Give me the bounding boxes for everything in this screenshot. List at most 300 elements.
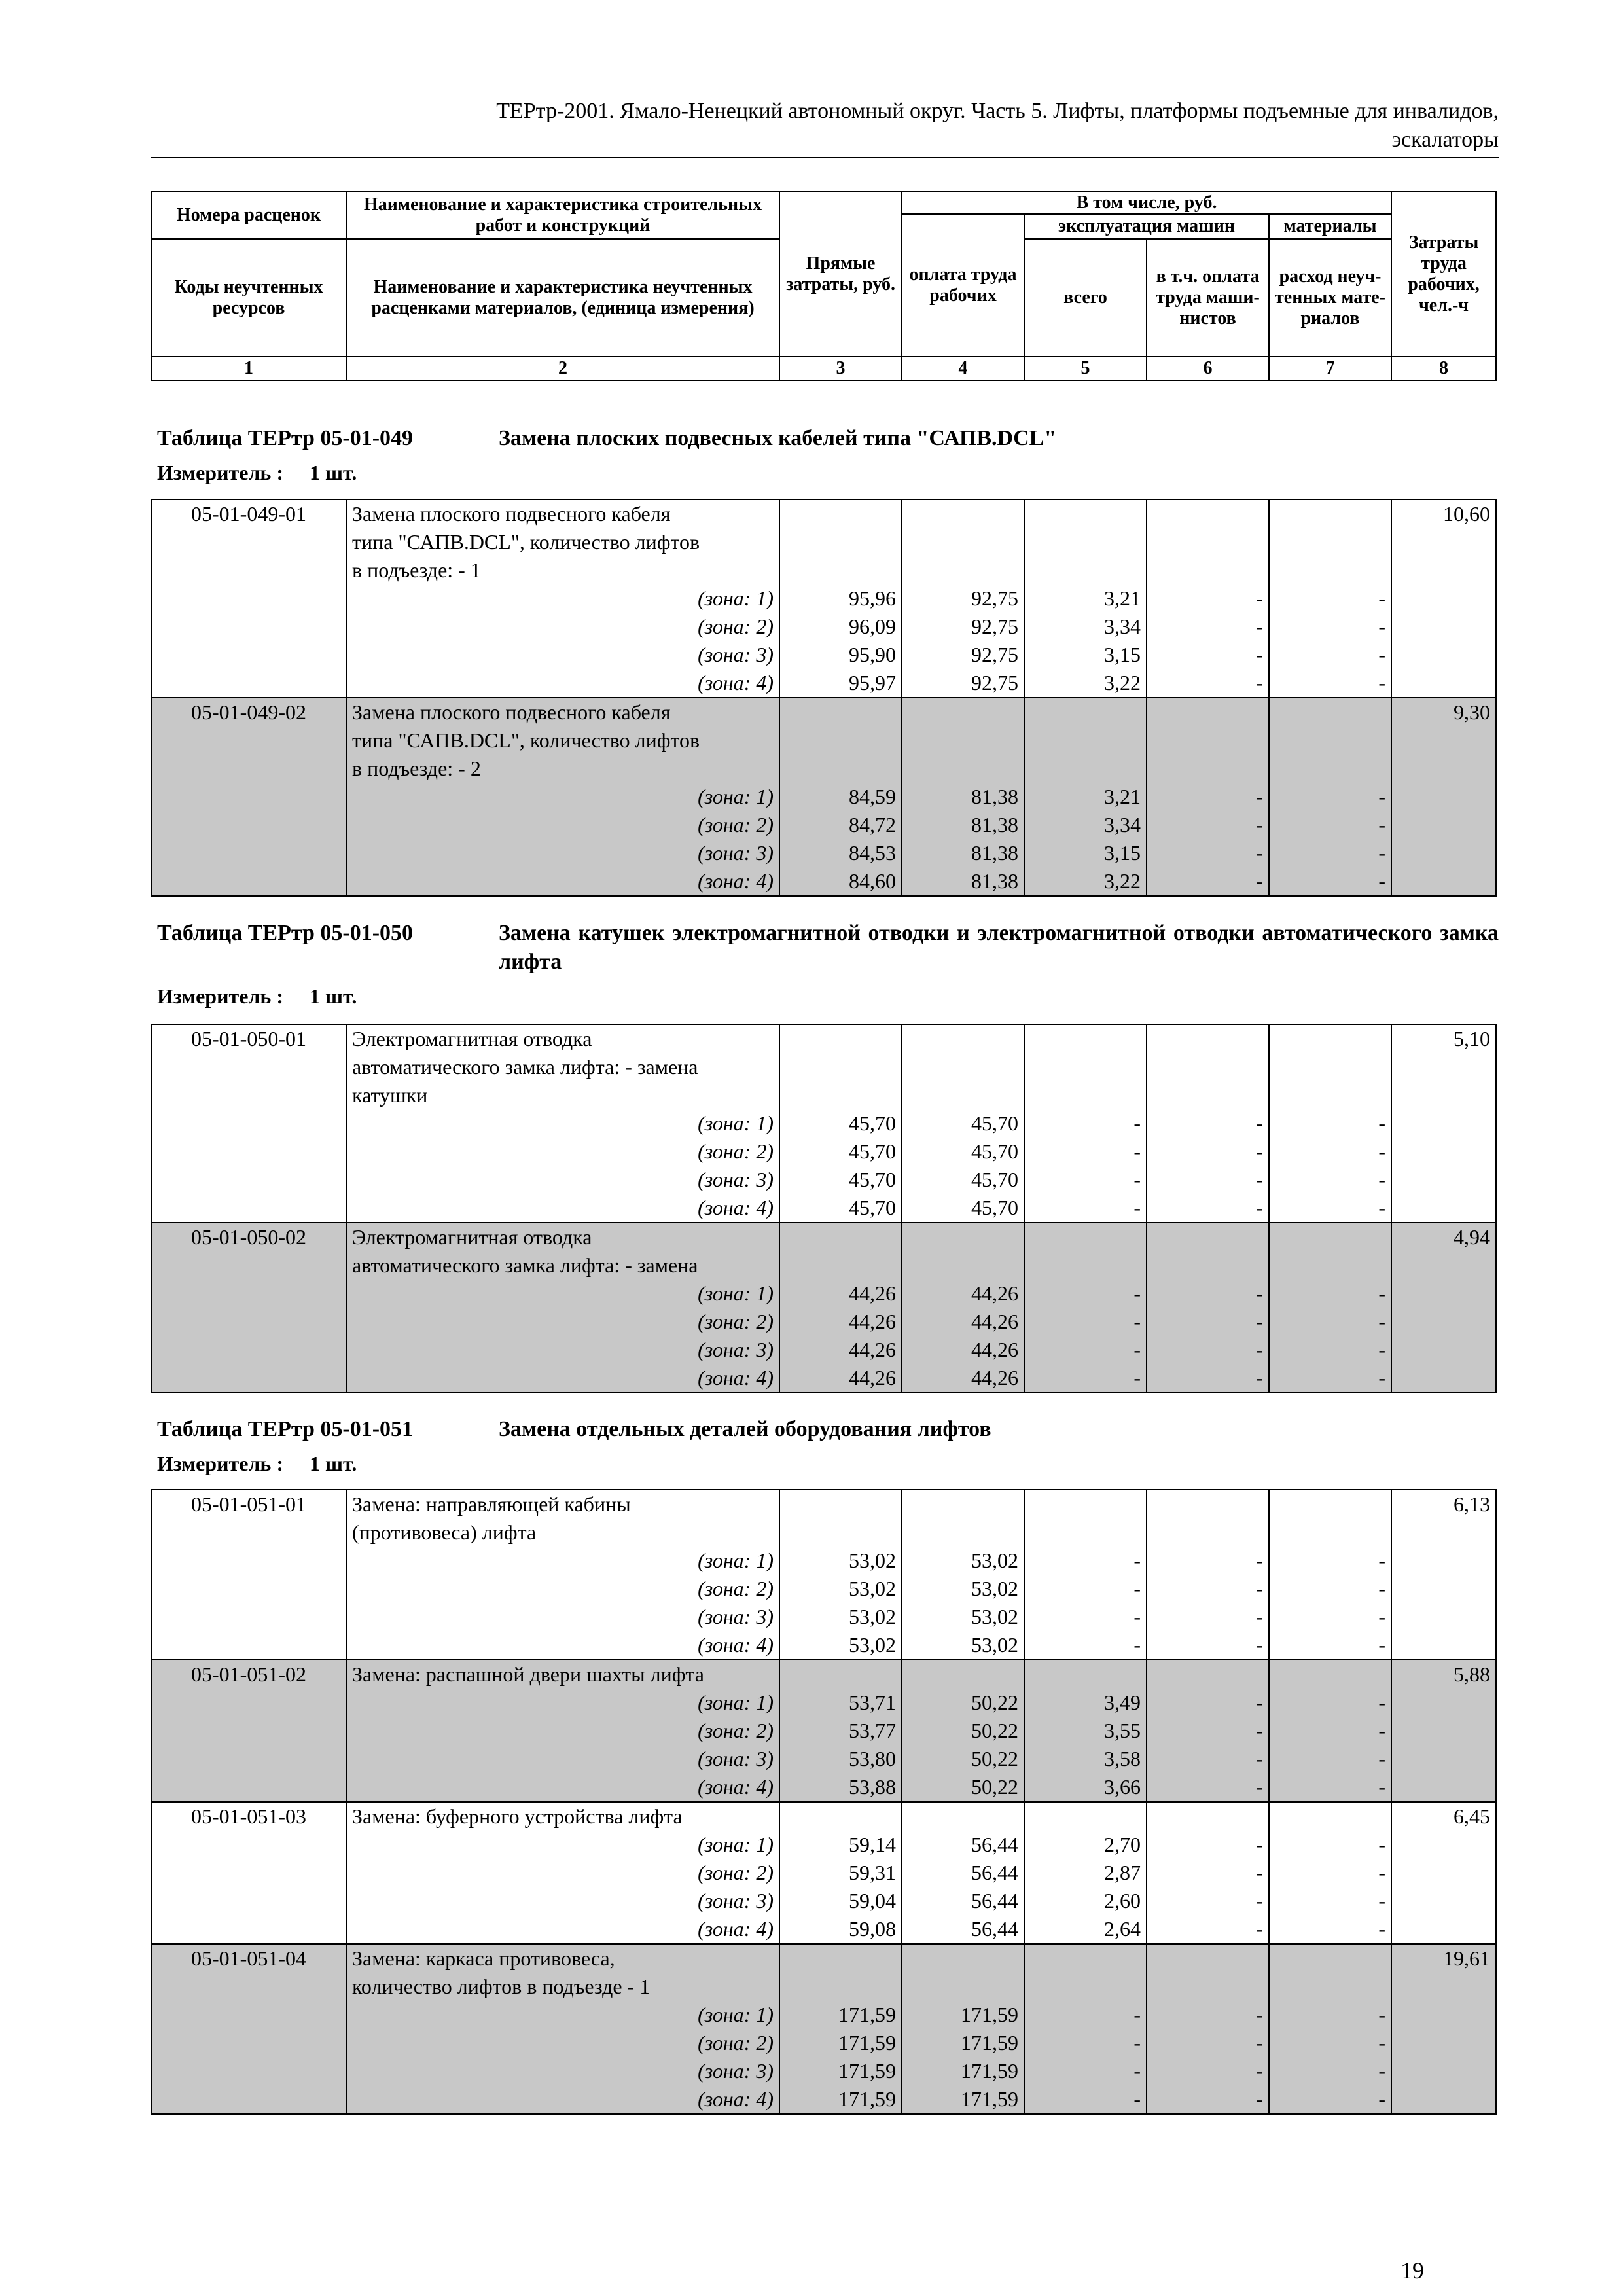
empty-cell (1147, 1053, 1269, 1081)
rate-code (151, 1859, 346, 1887)
labor-value (1391, 1364, 1496, 1393)
direct-costs-value: 84,59 (779, 783, 902, 811)
empty-cell (1147, 1490, 1269, 1518)
machinist-wages-value: - (1147, 1166, 1269, 1194)
empty-cell (902, 1490, 1024, 1518)
table-row (151, 1745, 1496, 1773)
rate-description: Электромагнитная отводка (346, 1223, 779, 1251)
table-label: Таблица ТЕРтр 05-01-051 (157, 1417, 414, 1441)
empty-cell (1269, 698, 1391, 726)
table-row (151, 2085, 1496, 2114)
labor-value (1391, 811, 1496, 839)
zone-label: (зона: 4) (346, 2085, 779, 2114)
rate-code (151, 613, 346, 641)
table-row (151, 1166, 1496, 1194)
labor-value (1391, 1280, 1496, 1308)
empty-cell (902, 726, 1024, 755)
empty-cell (1024, 1053, 1147, 1081)
direct-costs-value: 59,31 (779, 1859, 902, 1887)
empty-cell (1269, 1024, 1391, 1053)
table-row (151, 1336, 1496, 1364)
rate-code: 05-01-051-01 (151, 1490, 346, 1518)
rate-code (151, 1831, 346, 1859)
col-including: В том числе, руб. (902, 192, 1391, 214)
zone-label: (зона: 2) (346, 1138, 779, 1166)
machinist-wages-value: - (1147, 811, 1269, 839)
labor-value: 10,60 (1391, 499, 1496, 528)
materials-value: - (1269, 867, 1391, 896)
table-row (151, 1280, 1496, 1308)
direct-costs-value: 171,59 (779, 2085, 902, 2114)
empty-cell (1269, 1660, 1391, 1689)
direct-costs-value: 84,72 (779, 811, 902, 839)
rate-code (151, 1336, 346, 1364)
wages-value: 56,44 (902, 1859, 1024, 1887)
wages-value: 81,38 (902, 783, 1024, 811)
empty-cell (779, 1944, 902, 1973)
zone-label: (зона: 2) (346, 1308, 779, 1336)
empty-cell (1024, 1973, 1147, 2001)
materials-value: - (1269, 1364, 1391, 1393)
machines-value: - (1024, 2029, 1147, 2057)
table-row (151, 1717, 1496, 1745)
empty-cell (1024, 1081, 1147, 1109)
rate-code (151, 755, 346, 783)
direct-costs-value: 59,14 (779, 1831, 902, 1859)
table-row (151, 1024, 1496, 1053)
col-number-3: 3 (779, 357, 902, 380)
direct-costs-value: 44,26 (779, 1336, 902, 1364)
empty-cell (1024, 528, 1147, 556)
empty-cell (779, 1490, 902, 1518)
labor-value: 9,30 (1391, 698, 1496, 726)
empty-cell (1147, 1518, 1269, 1547)
materials-value: - (1269, 1773, 1391, 1802)
empty-cell (902, 528, 1024, 556)
table-row (151, 1223, 1496, 1251)
table-row (151, 2001, 1496, 2029)
machinist-wages-value: - (1147, 1194, 1269, 1223)
rate-code: 05-01-051-02 (151, 1660, 346, 1689)
rate-description: количество лифтов в подъезде - 1 (346, 1973, 779, 2001)
zone-label: (зона: 4) (346, 1915, 779, 1944)
page-number: 19 (1400, 2257, 1424, 2284)
wages-value: 81,38 (902, 839, 1024, 867)
materials-value: - (1269, 2085, 1391, 2114)
wages-value: 50,22 (902, 1745, 1024, 1773)
empty-cell (1147, 1973, 1269, 2001)
rate-code (151, 1717, 346, 1745)
labor-value (1391, 584, 1496, 613)
labor-value (1391, 1053, 1496, 1081)
empty-cell (779, 1660, 902, 1689)
zone-label: (зона: 1) (346, 1689, 779, 1717)
labor-value (1391, 867, 1496, 896)
table-row (151, 1518, 1496, 1547)
empty-cell (1147, 1660, 1269, 1689)
machines-value: - (1024, 2001, 1147, 2029)
machines-value: 2,70 (1024, 1831, 1147, 1859)
machines-value: - (1024, 2085, 1147, 2114)
rate-code (151, 584, 346, 613)
rate-code: 05-01-049-01 (151, 499, 346, 528)
materials-value: - (1269, 613, 1391, 641)
empty-cell (1024, 698, 1147, 726)
machines-value: - (1024, 1547, 1147, 1575)
wages-value: 92,75 (902, 613, 1024, 641)
machines-value: - (1024, 1138, 1147, 1166)
col-resource-codes: Коды неучтенных ресурсов (151, 239, 346, 357)
empty-cell (779, 1802, 902, 1831)
table-row (151, 1944, 1496, 1973)
empty-cell (1024, 726, 1147, 755)
machinist-wages-value: - (1147, 1689, 1269, 1717)
machinist-wages-value: - (1147, 1547, 1269, 1575)
zone-label: (зона: 4) (346, 1631, 779, 1660)
table-row (151, 1194, 1496, 1223)
machinist-wages-value: - (1147, 867, 1269, 896)
machinist-wages-value: - (1147, 1773, 1269, 1802)
empty-cell (1024, 755, 1147, 783)
machines-value: - (1024, 1308, 1147, 1336)
table-row (151, 2057, 1496, 2085)
empty-cell (779, 726, 902, 755)
table-row (151, 669, 1496, 698)
machines-value: 2,64 (1024, 1915, 1147, 1944)
machines-value: 3,22 (1024, 669, 1147, 698)
zone-label: (зона: 3) (346, 1887, 779, 1915)
table-row (151, 1631, 1496, 1660)
empty-cell (1147, 755, 1269, 783)
wages-value: 44,26 (902, 1336, 1024, 1364)
rate-code (151, 1251, 346, 1280)
direct-costs-value: 53,02 (779, 1631, 902, 1660)
rate-code: 05-01-050-02 (151, 1223, 346, 1251)
empty-cell (1269, 528, 1391, 556)
col-machine-operation: эксплуатация машин (1024, 214, 1269, 239)
table-row (151, 499, 1496, 528)
machinist-wages-value: - (1147, 1745, 1269, 1773)
machinist-wages-value: - (1147, 1280, 1269, 1308)
machinist-wages-value: - (1147, 2085, 1269, 2114)
machines-value: - (1024, 1603, 1147, 1631)
empty-cell (1147, 726, 1269, 755)
table-row (151, 1859, 1496, 1887)
empty-cell (779, 1223, 902, 1251)
empty-cell (1147, 1802, 1269, 1831)
machinist-wages-value: - (1147, 1831, 1269, 1859)
rate-description: Замена плоского подвесного кабеля (346, 698, 779, 726)
labor-value (1391, 1973, 1496, 2001)
zone-label: (зона: 2) (346, 1859, 779, 1887)
materials-value: - (1269, 1915, 1391, 1944)
machines-value: 3,15 (1024, 839, 1147, 867)
table-row (151, 1081, 1496, 1109)
wages-value: 171,59 (902, 2057, 1024, 2085)
labor-value (1391, 1308, 1496, 1336)
direct-costs-value: 95,96 (779, 584, 902, 613)
wages-value: 50,22 (902, 1689, 1024, 1717)
table-row (151, 1575, 1496, 1603)
labor-value (1391, 1773, 1496, 1802)
table-row (151, 1973, 1496, 2001)
zone-label: (зона: 1) (346, 1547, 779, 1575)
labor-value (1391, 1518, 1496, 1547)
rate-code (151, 839, 346, 867)
empty-cell (902, 1944, 1024, 1973)
table-row (151, 698, 1496, 726)
direct-costs-value: 53,02 (779, 1547, 902, 1575)
table-row (151, 556, 1496, 584)
direct-costs-value: 84,60 (779, 867, 902, 896)
machines-value: - (1024, 1364, 1147, 1393)
col-number-8: 8 (1391, 357, 1496, 380)
rate-code (151, 2001, 346, 2029)
machinist-wages-value: - (1147, 1109, 1269, 1138)
empty-cell (902, 499, 1024, 528)
materials-value: - (1269, 1138, 1391, 1166)
labor-value (1391, 2085, 1496, 2114)
rate-description: Замена: распашной двери шахты лифта (346, 1660, 779, 1689)
empty-cell (902, 1024, 1024, 1053)
rate-description: автоматического замка лифта: - замена (346, 1251, 779, 1280)
materials-value: - (1269, 2029, 1391, 2057)
table-051-heading (157, 1415, 1499, 1478)
empty-cell (1147, 1081, 1269, 1109)
col-machines-total: всего (1024, 239, 1147, 357)
wages-value: 45,70 (902, 1109, 1024, 1138)
table-row (151, 641, 1496, 669)
machines-value: 2,87 (1024, 1859, 1147, 1887)
col-number-2: 2 (346, 357, 779, 380)
empty-cell (902, 1053, 1024, 1081)
table-row (151, 867, 1496, 896)
machinist-wages-value: - (1147, 1717, 1269, 1745)
rate-code (151, 1631, 346, 1660)
rate-code (151, 1773, 346, 1802)
direct-costs-value: 45,70 (779, 1166, 902, 1194)
column-header-table (151, 191, 1497, 381)
materials-value: - (1269, 641, 1391, 669)
machines-value: - (1024, 1280, 1147, 1308)
measure-value: 1 шт. (309, 461, 357, 484)
direct-costs-value: 53,80 (779, 1745, 902, 1773)
measure-label: Измеритель : (157, 461, 283, 484)
materials-value: - (1269, 1336, 1391, 1364)
machines-value: 3,15 (1024, 641, 1147, 669)
table-row (151, 1490, 1496, 1518)
direct-costs-value: 171,59 (779, 2057, 902, 2085)
machinist-wages-value: - (1147, 641, 1269, 669)
measure-label: Измеритель : (157, 1452, 283, 1475)
labor-value (1391, 1138, 1496, 1166)
rate-description: Замена: каркаса противовеса, (346, 1944, 779, 1973)
rate-code (151, 811, 346, 839)
wages-value: 45,70 (902, 1138, 1024, 1166)
table-row (151, 755, 1496, 783)
machinist-wages-value: - (1147, 1887, 1269, 1915)
direct-costs-value: 53,88 (779, 1773, 902, 1802)
rate-code: 05-01-051-04 (151, 1944, 346, 1973)
labor-value (1391, 669, 1496, 698)
zone-label: (зона: 2) (346, 1717, 779, 1745)
rate-description: Замена: направляющей кабины (346, 1490, 779, 1518)
materials-value: - (1269, 584, 1391, 613)
labor-value (1391, 783, 1496, 811)
zone-label: (зона: 4) (346, 1364, 779, 1393)
empty-cell (1147, 698, 1269, 726)
machinist-wages-value: - (1147, 1575, 1269, 1603)
rate-code: 05-01-050-01 (151, 1024, 346, 1053)
col-unaccounted-materials: расход неуч- тенных мате- риалов (1269, 239, 1391, 357)
materials-value: - (1269, 1745, 1391, 1773)
wages-value: 45,70 (902, 1166, 1024, 1194)
empty-cell (779, 556, 902, 584)
materials-value: - (1269, 1166, 1391, 1194)
labor-value (1391, 1915, 1496, 1944)
empty-cell (1147, 1944, 1269, 1973)
empty-cell (1024, 499, 1147, 528)
direct-costs-value: 171,59 (779, 2029, 902, 2057)
table-name: Замена отдельных деталей оборудования лифтов (499, 1417, 991, 1441)
labor-value (1391, 1689, 1496, 1717)
zone-label: (зона: 4) (346, 1773, 779, 1802)
materials-value: - (1269, 811, 1391, 839)
machines-value: 3,55 (1024, 1717, 1147, 1745)
machines-value: - (1024, 1336, 1147, 1364)
rate-code (151, 528, 346, 556)
col-rate-numbers: Номера расценок (151, 192, 346, 239)
machines-value: 3,34 (1024, 613, 1147, 641)
direct-costs-value: 44,26 (779, 1308, 902, 1336)
labor-value (1391, 726, 1496, 755)
direct-costs-value: 44,26 (779, 1364, 902, 1393)
zone-label: (зона: 3) (346, 1745, 779, 1773)
zone-label: (зона: 1) (346, 1831, 779, 1859)
empty-cell (902, 1518, 1024, 1547)
wages-value: 50,22 (902, 1773, 1024, 1802)
rate-code (151, 1915, 346, 1944)
labor-value (1391, 1194, 1496, 1223)
table-row (151, 1831, 1496, 1859)
machinist-wages-value: - (1147, 2001, 1269, 2029)
col-work-name: Наименование и характеристика строительных работ и конструкций (346, 192, 779, 239)
rate-description: в подъезде: - 2 (346, 755, 779, 783)
empty-cell (1024, 1660, 1147, 1689)
empty-cell (1269, 556, 1391, 584)
table-049-heading (157, 424, 1499, 487)
header-line-1: ТЕРтр-2001. Ямало-Ненецкий автономный округ. Часть 5. Лифты, платформы подъемные для инвалидов, (496, 99, 1499, 123)
machines-value: - (1024, 2057, 1147, 2085)
empty-cell (902, 1081, 1024, 1109)
empty-cell (1269, 499, 1391, 528)
machinist-wages-value: - (1147, 839, 1269, 867)
rate-description: Электромагнитная отводка (346, 1024, 779, 1053)
rate-code (151, 1518, 346, 1547)
empty-cell (779, 499, 902, 528)
machinist-wages-value: - (1147, 1915, 1269, 1944)
empty-cell (1269, 1802, 1391, 1831)
materials-value: - (1269, 1831, 1391, 1859)
wages-value: 50,22 (902, 1717, 1024, 1745)
header-line-2: эскалаторы (1391, 128, 1499, 152)
rate-description: типа "САПВ.DCL", количество лифтов (346, 528, 779, 556)
table-row (151, 1802, 1496, 1831)
wages-value: 53,02 (902, 1547, 1024, 1575)
wages-value: 53,02 (902, 1603, 1024, 1631)
zone-label: (зона: 1) (346, 1280, 779, 1308)
materials-value: - (1269, 1280, 1391, 1308)
rate-code (151, 1138, 346, 1166)
direct-costs-value: 171,59 (779, 2001, 902, 2029)
wages-value: 171,59 (902, 2029, 1024, 2057)
labor-value (1391, 1859, 1496, 1887)
machines-value: - (1024, 1109, 1147, 1138)
empty-cell (1024, 1223, 1147, 1251)
machinist-wages-value: - (1147, 2029, 1269, 2057)
wages-value: 53,02 (902, 1631, 1024, 1660)
empty-cell (1024, 1251, 1147, 1280)
table-row (151, 1603, 1496, 1631)
labor-value (1391, 613, 1496, 641)
wages-value: 92,75 (902, 584, 1024, 613)
materials-value: - (1269, 1859, 1391, 1887)
empty-cell (902, 698, 1024, 726)
labor-value (1391, 2029, 1496, 2057)
labor-value: 4,94 (1391, 1223, 1496, 1251)
labor-value (1391, 641, 1496, 669)
table-row (151, 2029, 1496, 2057)
machinist-wages-value: - (1147, 783, 1269, 811)
labor-value (1391, 1717, 1496, 1745)
table-row (151, 613, 1496, 641)
labor-value (1391, 1081, 1496, 1109)
machines-value: 3,21 (1024, 783, 1147, 811)
zone-label: (зона: 3) (346, 2057, 779, 2085)
direct-costs-value: 45,70 (779, 1194, 902, 1223)
empty-cell (779, 1518, 902, 1547)
machines-value: 3,66 (1024, 1773, 1147, 1802)
rates-table-051 (151, 1489, 1497, 2115)
labor-value (1391, 1336, 1496, 1364)
wages-value: 53,02 (902, 1575, 1024, 1603)
labor-value (1391, 556, 1496, 584)
table-row (151, 528, 1496, 556)
table-row (151, 783, 1496, 811)
labor-value (1391, 1251, 1496, 1280)
machinist-wages-value: - (1147, 1364, 1269, 1393)
wages-value: 56,44 (902, 1887, 1024, 1915)
rate-code (151, 1053, 346, 1081)
machinist-wages-value: - (1147, 1308, 1269, 1336)
col-number-1: 1 (151, 357, 346, 380)
direct-costs-value: 95,90 (779, 641, 902, 669)
rate-description: катушки (346, 1081, 779, 1109)
empty-cell (902, 1251, 1024, 1280)
zone-label: (зона: 4) (346, 867, 779, 896)
zone-label: (зона: 4) (346, 1194, 779, 1223)
header-rule (151, 157, 1499, 158)
direct-costs-value: 96,09 (779, 613, 902, 641)
direct-costs-value: 53,77 (779, 1717, 902, 1745)
rate-code (151, 867, 346, 896)
empty-cell (779, 1251, 902, 1280)
col-number-7: 7 (1269, 357, 1391, 380)
direct-costs-value: 95,97 (779, 669, 902, 698)
col-labor: Затраты труда рабочих, чел.-ч (1391, 192, 1496, 357)
machinist-wages-value: - (1147, 1631, 1269, 1660)
labor-value (1391, 755, 1496, 783)
